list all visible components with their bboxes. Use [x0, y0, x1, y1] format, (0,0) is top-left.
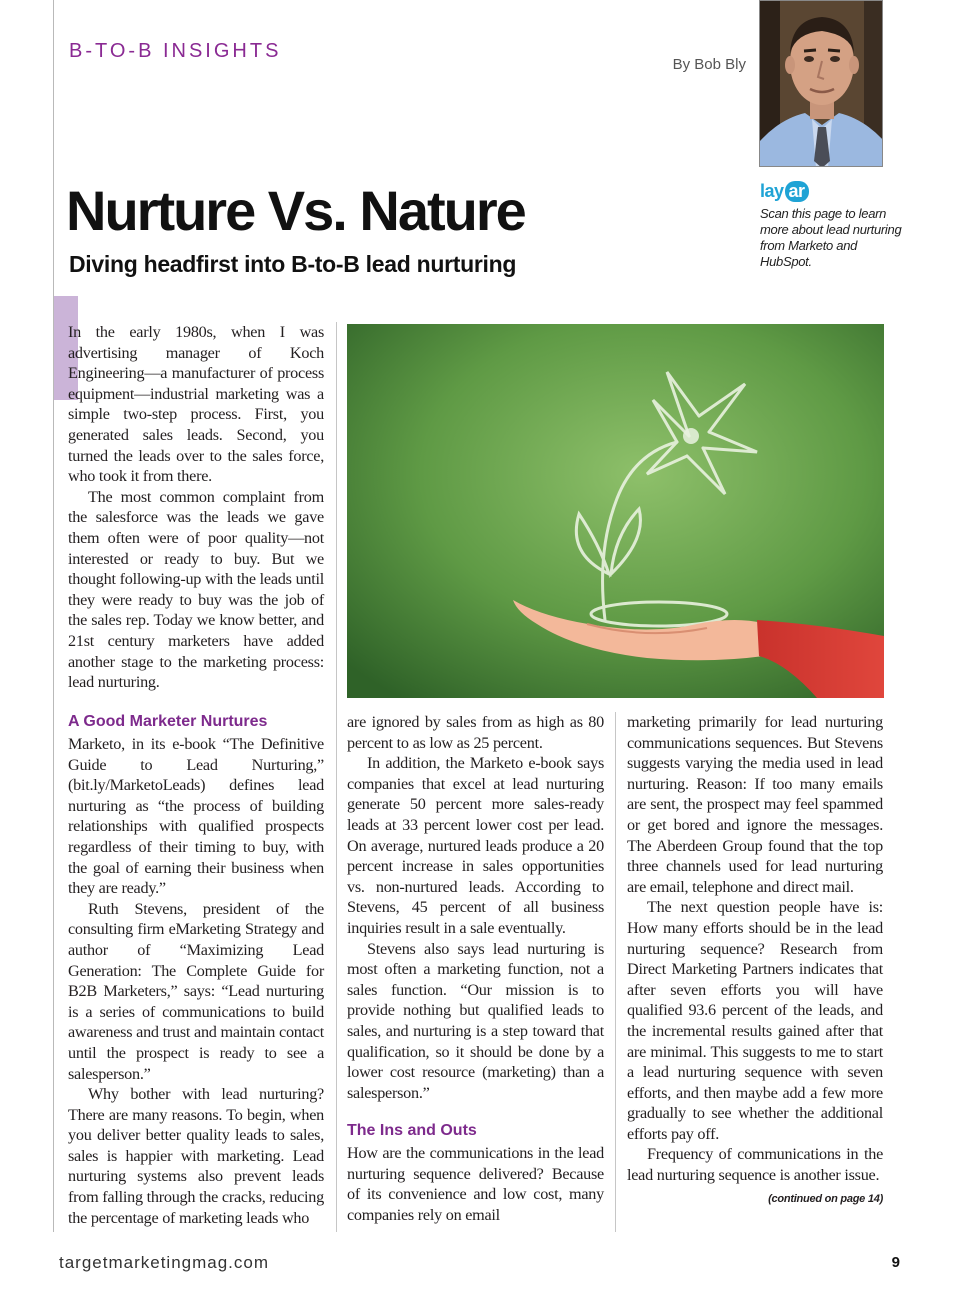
- body-paragraph: Why bother with lead nurturing? There are many reasons. To begin, when you deliver better quality leads to sales, sales is happier with marketing. Lead nurturing systems also prevent leads from falling through the cracks, reducing the percentage of marketing leads who: [68, 1085, 324, 1227]
- layar-logo-ar: ar: [785, 181, 809, 202]
- body-paragraph: Frequency of communications in the lead nurturing sequence is another issue.: [627, 1145, 883, 1185]
- footer-url[interactable]: targetmarketingmag.com: [59, 1253, 270, 1272]
- body-paragraph: How are the communications in the lead nurturing sequence delivered? Because of its convenience and low cost, many companies rely on email: [347, 1144, 604, 1225]
- column-one: [68, 712, 324, 1228]
- layar-logo-lay: lay: [760, 181, 784, 201]
- column-rule: [615, 712, 616, 1232]
- body-paragraph: are ignored by sales from as high as 80 percent to as low as 25 percent.: [347, 713, 604, 752]
- body-paragraph: The next question people have is: How many efforts should be in the lead nurturing sequence? Research from Direct Marketing Partners indicates that after seven efforts you will have qualified 93.6 percent of the leads, and the incremental results gained after that are minimal. This suggests to me to start a lead nurturing sequence with seven efforts, and then maybe add a few more gradually to see whether the additional efforts pay off.: [627, 898, 883, 1143]
- continued-note[interactable]: (continued on page 14): [768, 1192, 883, 1205]
- column-rule: [336, 322, 337, 1232]
- section-heading: The Ins and Outs: [347, 1122, 477, 1140]
- layar-caption: Scan this page to learn more about lead nurturing from Marketo and HubSpot.: [760, 206, 902, 269]
- section-label: B-TO-B INSIGHTS: [69, 40, 282, 62]
- body-paragraph: marketing primarily for lead nurturing communications sequences. But Stevens suggests varying the media used in lead nurturing. Reason: If too many emails are sent, the prospect may feel spammed or get bored and ignore the messages. The Aberdeen Group found that the top three channels used for lead nurturing are email, telephone and direct mail.: [627, 713, 883, 896]
- left-margin-rule: [53, 0, 54, 1232]
- article-subtitle: Diving headfirst into B-to-B lead nurturing: [69, 251, 517, 277]
- page-number: 9: [891, 1254, 900, 1271]
- body-paragraph: Marketo, in its e-book “The Definitive Guide to Lead Nurturing,” (bit.ly/MarketoLeads) defines lead nurturing as “the process of building relationships with qualified prospects regardless of their timing to buy, with the goal of earning their business when they are ready.”: [68, 735, 324, 898]
- layar-logo[interactable]: [760, 181, 809, 202]
- intro-paragraph: In the early 1980s, when I was advertising manager of Koch Engineering—a manufacturer of process equipment—industrial marketing was a simple two-step process. First, you generated sales leads. Second, you turned the leads over to the sales force, who took it from there.: [68, 323, 324, 486]
- column-two: [347, 712, 604, 1226]
- section-heading: A Good Marketer Nurtures: [68, 713, 268, 730]
- body-paragraph: In addition, the Marketo e-book says companies that excel at lead nurturing generate 50 percent more sales-ready leads at 33 percent lower cost per lead. On average, nurtured leads produce a 20 percent increase in sales opportunities vs. non-nurtured leads. According to Stevens, 45 percent of all business inquiries result in a sale eventually.: [347, 754, 604, 937]
- byline: By Bob Bly: [672, 56, 746, 73]
- body-paragraph: Stevens also says lead nurturing is most often a marketing function, not a sales function. “Our mission is to provide nothing but qualified leads to sales, and nurturing is a step toward that qualification, so it should be done by a lower cost resource (marketing) than a salesperson.”: [347, 939, 604, 1102]
- article-title: Nurture Vs. Nature: [66, 179, 525, 242]
- author-photo: [759, 0, 883, 167]
- column-three: [627, 712, 883, 1209]
- intro-column: [68, 322, 324, 693]
- hero-image: [347, 324, 884, 698]
- body-paragraph: Ruth Stevens, president of the consulting firm eMarketing Strategy and author of “Maximizing Lead Generation: The Complete Guide for B2B Marketers,” says: “Lead nurturing is a series of communications to build awareness and trust and maintain contact until the prospect is ready to see a salesperson.”: [68, 899, 324, 1083]
- intro-paragraph: The most common complaint from the salesforce was the leads we gave them often were of poor quality—not interested or ready to buy. But we thought following-up with the leads until they were ready to buy was the job of the sales rep. Today we know better, and 21st century marketers have added another stage to the marketing process: lead nurturing.: [68, 487, 324, 692]
